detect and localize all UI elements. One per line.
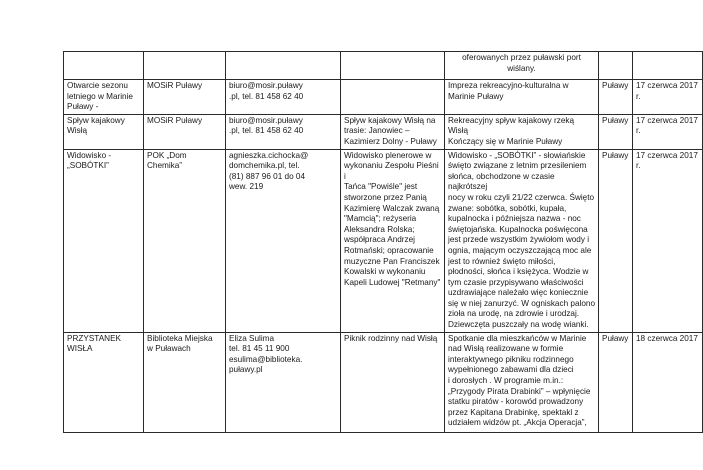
date-cell <box>633 80 703 115</box>
organizer-cell <box>144 52 226 80</box>
place-cell <box>599 149 633 332</box>
place: Puławy <box>602 333 629 343</box>
date-cell <box>633 114 703 149</box>
event-name-cell <box>64 52 144 80</box>
description: oferowanych przez puławski port wiślany. <box>462 53 581 73</box>
place-cell <box>599 332 633 432</box>
event-name-cell <box>64 114 144 149</box>
description-cell <box>445 114 599 149</box>
description-cell <box>445 80 599 115</box>
description: Widowisko - „SOBÓTKI” - słowiańskie święto związane z letnim przesileniem słońca, obchodzone w czasie najkrótszej nocy w roku czyli 21/22 czerwca. Święto zwane: sobótka, sobótki, kupała, kupalnocka i późniejsza nazwa - noc świętojańska. Kupalnocka poświęcona jest przede wszystkim żywiołom wody i ognia, mającym oczyszczającą moc ale jest to również święto miłości, płodności, słońca i księżyca. Wodzie w tym czasie przypisywano właściwości uzdrawiające należało więc koniecznie się w niej zanurzyć. W ogniskach palono zioła na urodę, na zdrowie i urodzaj. Dziewczęta puszczały na wodę wianki. <box>448 150 595 330</box>
date-cell <box>633 52 703 80</box>
place: Puławy <box>602 115 629 125</box>
date: 17 czerwca 2017 r. <box>636 115 698 136</box>
date-cell <box>633 149 703 332</box>
table-row <box>64 149 703 332</box>
table-row <box>64 52 703 80</box>
place-cell <box>599 114 633 149</box>
program-cell <box>341 149 445 332</box>
organizer: MOSiR Puławy <box>147 115 203 125</box>
program-cell <box>341 114 445 149</box>
description: Rekreacyjny spływ kajakowy rzeką Wisłą Kończący się w Marinie Puławy <box>448 115 575 146</box>
program-cell <box>341 332 445 432</box>
event-name-cell <box>64 80 144 115</box>
event-name-cell <box>64 332 144 432</box>
event-name: Spływ kajakowy Wisłą <box>67 115 125 136</box>
organizer-cell <box>144 114 226 149</box>
event-name: Widowisko - „SOBÓTKI” <box>67 150 112 171</box>
event-name: Otwarcie sezonu letniego w Marinie Puławy - <box>67 81 133 112</box>
place-cell <box>599 52 633 80</box>
contact: biuro@mosir.puławy .pl, tel. 81 458 62 40 <box>229 115 304 136</box>
program: Widowisko plenerowe w wykonaniu Zespołu Pieśni i Tańca "Powiśle" jest stworzone przez Panią Kazimierę Walczak zwaną "Mamcią"; reżyseria Aleksandra Rolska; współpraca Andrzej Rotmański; opracowanie muzyczne Pan Franciszek Kowalski w wykonaniu Kapeli Ludowej "Retmany" <box>344 150 441 287</box>
description-cell <box>445 52 599 80</box>
event-name-cell <box>64 149 144 332</box>
date: 18 czerwca 2017 <box>636 333 698 343</box>
organizer: POK „Dom Chemika” <box>147 150 187 171</box>
organizer: MOSiR Puławy <box>147 81 203 90</box>
contact: biuro@mosir.puławy .pl, tel. 81 458 62 40 <box>229 81 304 101</box>
organizer: Biblioteka Miejska w Puławach <box>147 333 213 354</box>
program-cell <box>341 80 445 115</box>
contact: agnieszka.cichocka@ domchemika.pl, tel. (81) 887 96 01 do 04 wew. 219 <box>229 150 309 192</box>
event-name: PRZYSTANEK WISŁA <box>67 333 121 354</box>
place-cell <box>599 80 633 115</box>
events-table <box>63 51 703 433</box>
date-cell <box>633 332 703 432</box>
contact-cell <box>226 332 341 432</box>
contact-cell <box>226 114 341 149</box>
place: Puławy <box>602 81 629 90</box>
program: Piknik rodzinny nad Wisłą <box>344 333 438 343</box>
description-cell <box>445 149 599 332</box>
contact: Eliza Sulima tel. 81 45 11 900 esulima@biblioteka. puławy.pl <box>229 333 303 375</box>
contact-cell <box>226 149 341 332</box>
table-row <box>64 332 703 432</box>
description: Impreza rekreacyjno-kulturalna w Marinie Puławy <box>448 81 569 101</box>
organizer-cell <box>144 80 226 115</box>
date: 17 czerwca 2017 r. <box>636 150 698 171</box>
contact-cell <box>226 52 341 80</box>
description: Spotkanie dla mieszkańców w Marinie nad Wisłą realizowane w formie interaktywnego pikniku rodzinnego wypełnionego zabawami dla dzieci i dorosłych . W programie m.in.: „Przygody Pirata Drabinki” – wpłynięcie statku piratów - korowód prowadzony przez Kapitana Drabinkę, spektakl z udziałem widzów pt. „Akcja Operacja”, <box>448 333 591 428</box>
program: Spływ kajakowy Wisłą na trasie: Janowiec – Kazimierz Dolny - Puławy <box>344 115 437 146</box>
contact-cell <box>226 80 341 115</box>
table-row <box>64 80 703 115</box>
program-cell <box>341 52 445 80</box>
date: 17 czerwca 2017 r. <box>636 81 698 101</box>
organizer-cell <box>144 332 226 432</box>
place: Puławy <box>602 150 629 160</box>
organizer-cell <box>144 149 226 332</box>
table-row <box>64 114 703 149</box>
description-cell <box>445 332 599 432</box>
